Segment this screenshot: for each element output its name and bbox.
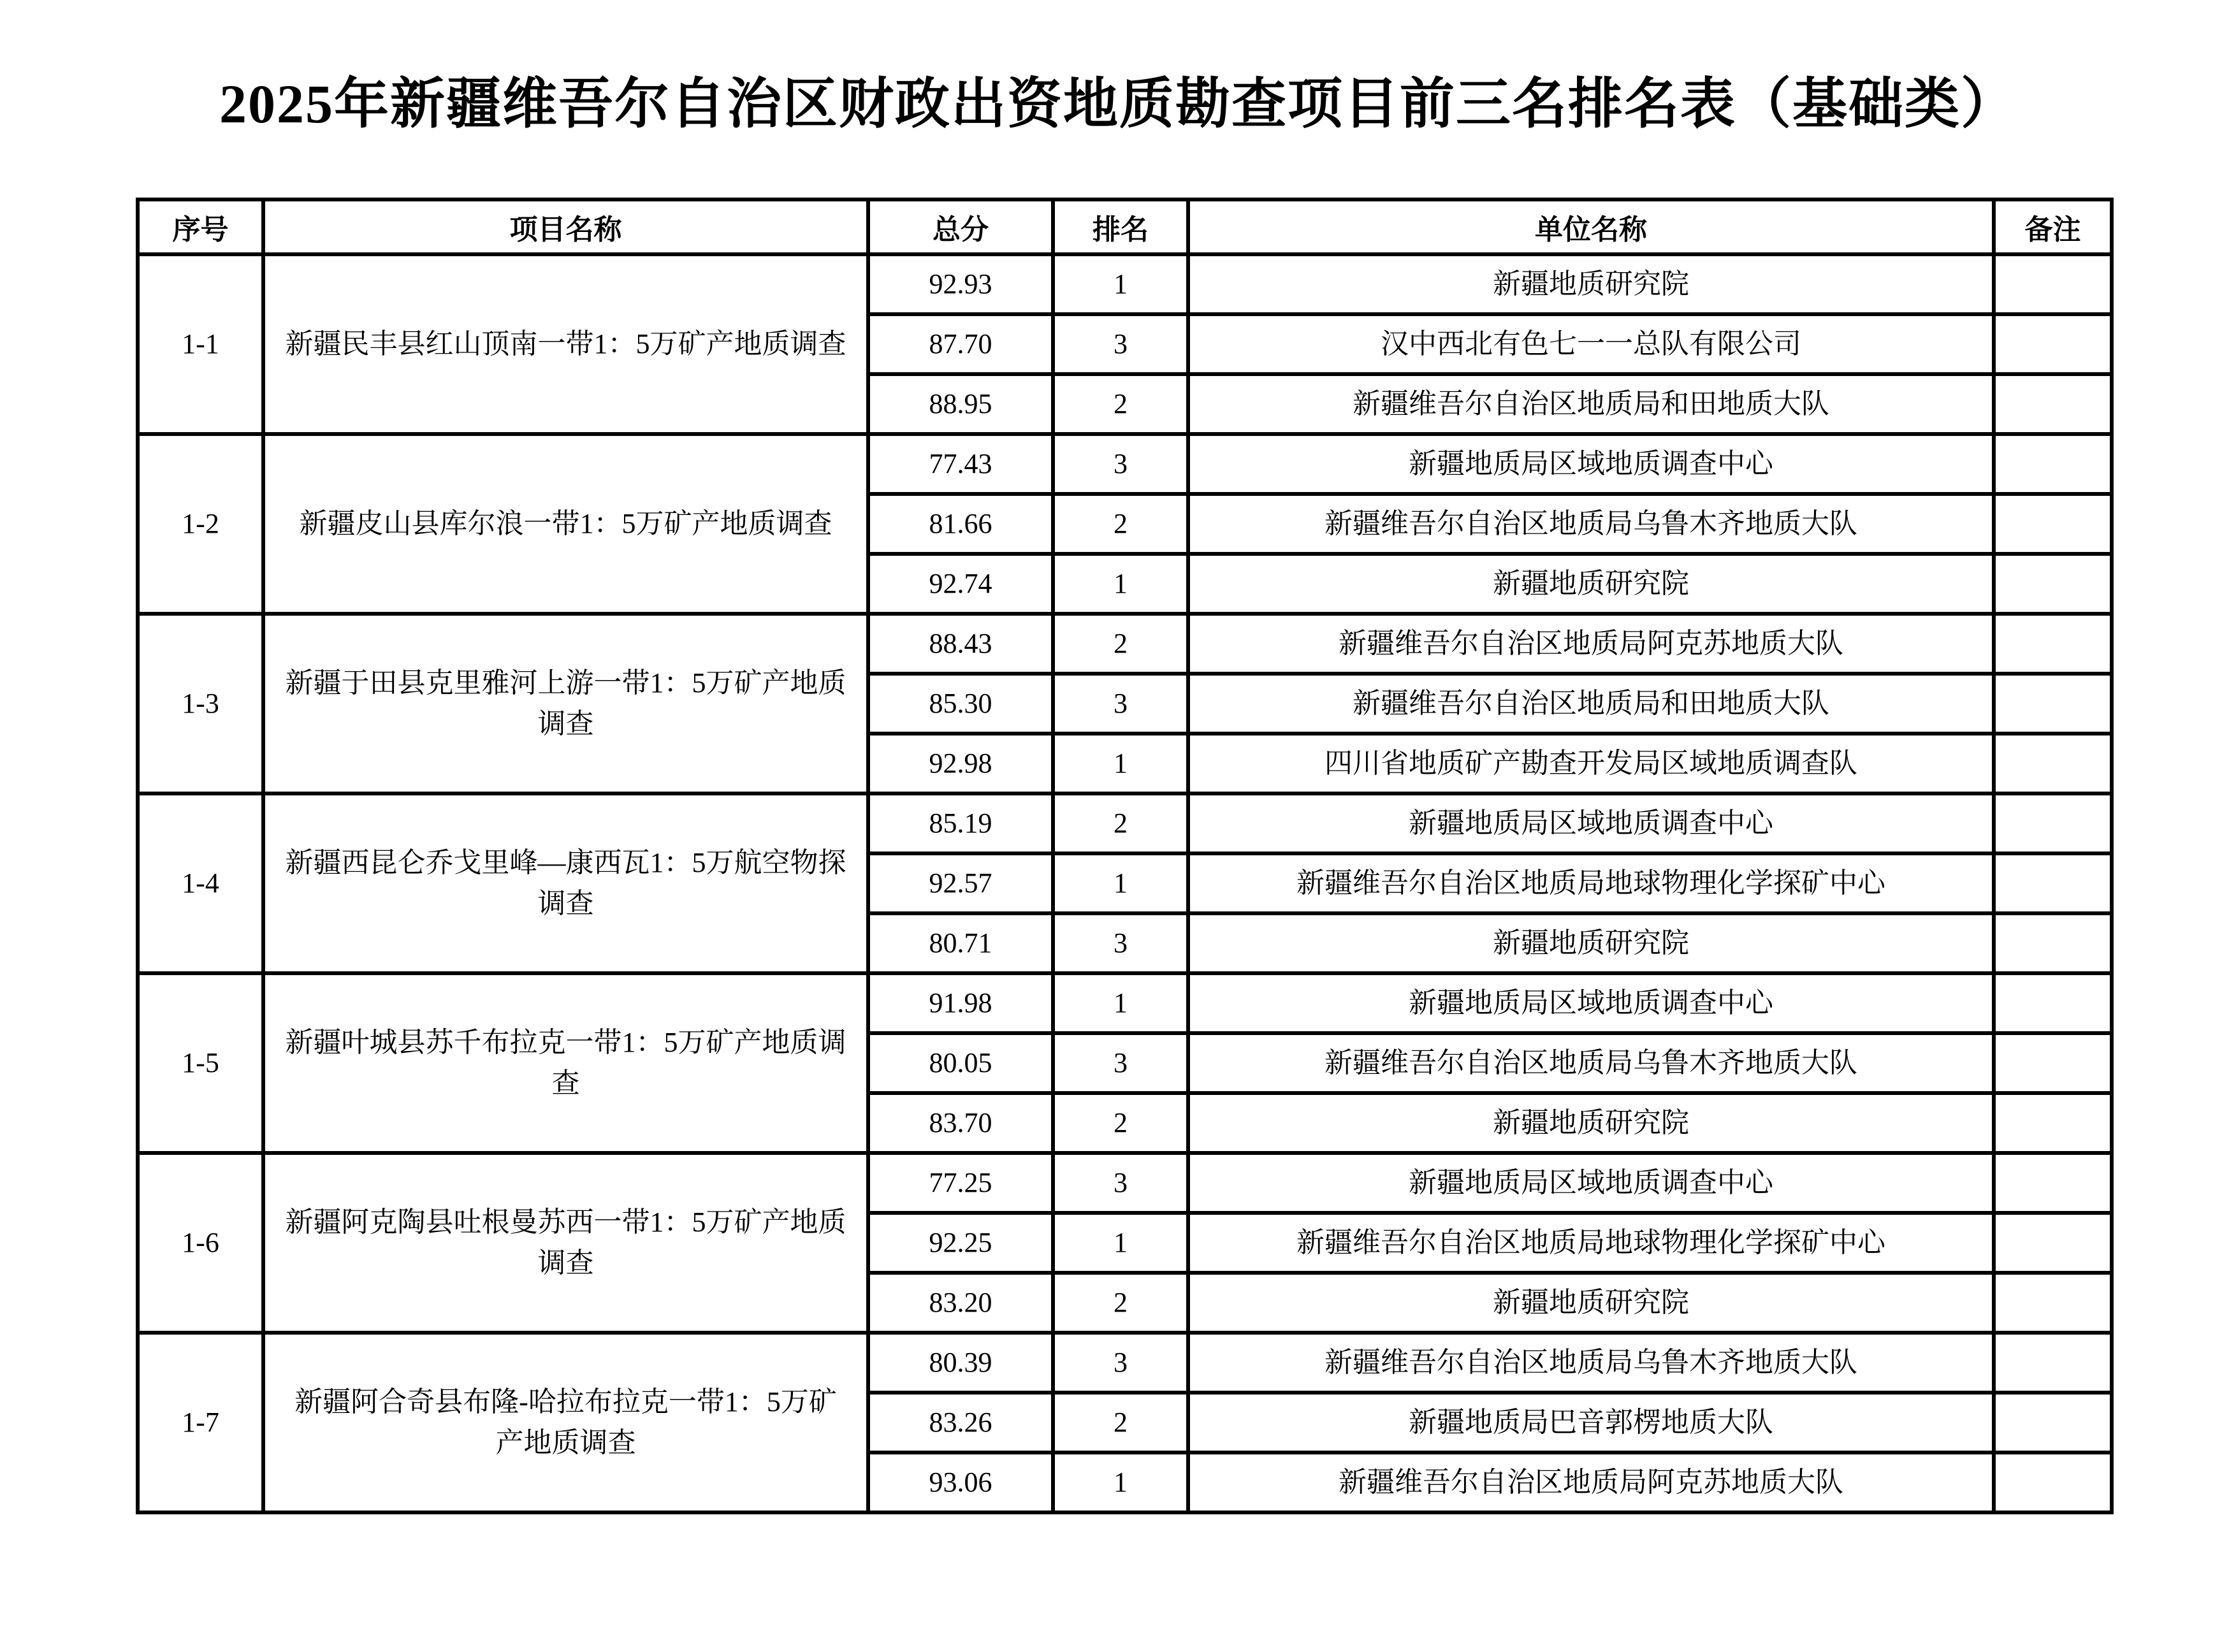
note-cell <box>1994 614 2112 674</box>
unit-name-cell: 新疆维吾尔自治区地质局阿克苏地质大队 <box>1188 614 1994 674</box>
table-body <box>138 254 2112 1512</box>
score-cell: 91.98 <box>868 973 1053 1033</box>
rank-cell: 2 <box>1053 1393 1188 1453</box>
table-row <box>138 1333 2112 1393</box>
table-row <box>138 973 2112 1033</box>
col-header-seq: 序号 <box>138 199 263 254</box>
unit-name-cell: 新疆地质研究院 <box>1188 913 1994 973</box>
unit-name-cell: 新疆维吾尔自治区地质局和田地质大队 <box>1188 374 1994 434</box>
unit-name-cell: 新疆维吾尔自治区地质局地球物理化学探矿中心 <box>1188 853 1994 913</box>
note-cell <box>1994 1453 2112 1512</box>
note-cell <box>1994 314 2112 374</box>
score-cell: 88.43 <box>868 614 1053 674</box>
unit-name-cell: 四川省地质矿产勘查开发局区域地质调查队 <box>1188 734 1994 793</box>
note-cell <box>1994 374 2112 434</box>
table-row <box>138 1153 2112 1213</box>
table-row <box>138 793 2112 853</box>
note-cell <box>1994 1393 2112 1453</box>
note-cell <box>1994 674 2112 734</box>
note-cell <box>1994 1093 2112 1153</box>
table-header-row <box>138 199 2112 254</box>
project-name-cell: 新疆于田县克里雅河上游一带1：5万矿产地质调查 <box>263 614 868 793</box>
score-cell: 83.70 <box>868 1093 1053 1153</box>
score-cell: 92.57 <box>868 853 1053 913</box>
rank-cell: 1 <box>1053 254 1188 314</box>
rank-cell: 2 <box>1053 494 1188 554</box>
rank-cell: 3 <box>1053 314 1188 374</box>
rank-cell: 1 <box>1053 1213 1188 1273</box>
rank-cell: 2 <box>1053 793 1188 853</box>
rank-cell: 2 <box>1053 374 1188 434</box>
unit-name-cell: 新疆维吾尔自治区地质局乌鲁木齐地质大队 <box>1188 494 1994 554</box>
rank-cell: 3 <box>1053 674 1188 734</box>
rank-cell: 1 <box>1053 973 1188 1033</box>
page-title: 2025年新疆维吾尔自治区财政出资地质勘查项目前三名排名表（基础类） <box>219 73 2017 134</box>
unit-name-cell: 新疆地质研究院 <box>1188 1093 1994 1153</box>
col-header-project: 项目名称 <box>263 199 868 254</box>
col-header-unit: 单位名称 <box>1188 199 1994 254</box>
note-cell <box>1994 913 2112 973</box>
project-name-cell: 新疆阿克陶县吐根曼苏西一带1：5万矿产地质调查 <box>263 1153 868 1333</box>
project-name-cell: 新疆民丰县红山顶南一带1：5万矿产地质调查 <box>263 254 868 434</box>
score-cell: 80.71 <box>868 913 1053 973</box>
score-cell: 81.66 <box>868 494 1053 554</box>
project-name-cell: 新疆西昆仑乔戈里峰—康西瓦1：5万航空物探调查 <box>263 793 868 973</box>
note-cell <box>1994 973 2112 1033</box>
rank-cell: 1 <box>1053 853 1188 913</box>
score-cell: 92.98 <box>868 734 1053 793</box>
note-cell <box>1994 793 2112 853</box>
project-name-cell: 新疆叶城县苏千布拉克一带1：5万矿产地质调查 <box>263 973 868 1153</box>
project-name-cell: 新疆阿合奇县布隆-哈拉布拉克一带1：5万矿产地质调查 <box>263 1333 868 1512</box>
unit-name-cell: 新疆地质研究院 <box>1188 254 1994 314</box>
rank-cell: 3 <box>1053 1033 1188 1093</box>
note-cell <box>1994 434 2112 494</box>
group-seq-cell: 1-4 <box>138 793 263 973</box>
score-cell: 77.43 <box>868 434 1053 494</box>
rank-cell: 2 <box>1053 1093 1188 1153</box>
group-seq-cell: 1-6 <box>138 1153 263 1333</box>
rank-cell: 2 <box>1053 1273 1188 1333</box>
unit-name-cell: 新疆地质局巴音郭楞地质大队 <box>1188 1393 1994 1453</box>
rank-cell: 1 <box>1053 554 1188 614</box>
score-cell: 92.25 <box>868 1213 1053 1273</box>
table-row <box>138 614 2112 674</box>
unit-name-cell: 新疆地质研究院 <box>1188 1273 1994 1333</box>
col-header-rank: 排名 <box>1053 199 1188 254</box>
score-cell: 85.30 <box>868 674 1053 734</box>
score-cell: 80.39 <box>868 1333 1053 1393</box>
note-cell <box>1994 254 2112 314</box>
unit-name-cell: 新疆地质研究院 <box>1188 554 1994 614</box>
note-cell <box>1994 1333 2112 1393</box>
col-header-score: 总分 <box>868 199 1053 254</box>
note-cell <box>1994 1033 2112 1093</box>
score-cell: 83.26 <box>868 1393 1053 1453</box>
note-cell <box>1994 1213 2112 1273</box>
table-row <box>138 434 2112 494</box>
score-cell: 87.70 <box>868 314 1053 374</box>
unit-name-cell: 新疆地质局区域地质调查中心 <box>1188 793 1994 853</box>
score-cell: 80.05 <box>868 1033 1053 1093</box>
document-page <box>0 71 2236 1652</box>
group-seq-cell: 1-5 <box>138 973 263 1153</box>
rank-cell: 3 <box>1053 1153 1188 1213</box>
rank-cell: 1 <box>1053 734 1188 793</box>
note-cell <box>1994 734 2112 793</box>
group-seq-cell: 1-2 <box>138 434 263 614</box>
rank-cell: 3 <box>1053 1333 1188 1393</box>
rank-cell: 3 <box>1053 913 1188 973</box>
score-cell: 92.93 <box>868 254 1053 314</box>
col-header-note: 备注 <box>1994 199 2112 254</box>
project-name-cell: 新疆皮山县库尔浪一带1：5万矿产地质调查 <box>263 434 868 614</box>
rank-cell: 1 <box>1053 1453 1188 1512</box>
rank-cell: 3 <box>1053 434 1188 494</box>
note-cell <box>1994 494 2112 554</box>
score-cell: 92.74 <box>868 554 1053 614</box>
score-cell: 85.19 <box>868 793 1053 853</box>
ranking-table <box>136 198 2114 1514</box>
unit-name-cell: 汉中西北有色七一一总队有限公司 <box>1188 314 1994 374</box>
unit-name-cell: 新疆地质局区域地质调查中心 <box>1188 1153 1994 1213</box>
table-row <box>138 254 2112 314</box>
unit-name-cell: 新疆维吾尔自治区地质局乌鲁木齐地质大队 <box>1188 1033 1994 1093</box>
score-cell: 83.20 <box>868 1273 1053 1333</box>
group-seq-cell: 1-7 <box>138 1333 263 1512</box>
note-cell <box>1994 1153 2112 1213</box>
unit-name-cell: 新疆维吾尔自治区地质局和田地质大队 <box>1188 674 1994 734</box>
score-cell: 88.95 <box>868 374 1053 434</box>
rank-cell: 2 <box>1053 614 1188 674</box>
score-cell: 93.06 <box>868 1453 1053 1512</box>
score-cell: 77.25 <box>868 1153 1053 1213</box>
unit-name-cell: 新疆维吾尔自治区地质局乌鲁木齐地质大队 <box>1188 1333 1994 1393</box>
note-cell <box>1994 554 2112 614</box>
group-seq-cell: 1-3 <box>138 614 263 793</box>
unit-name-cell: 新疆维吾尔自治区地质局地球物理化学探矿中心 <box>1188 1213 1994 1273</box>
note-cell <box>1994 853 2112 913</box>
unit-name-cell: 新疆维吾尔自治区地质局阿克苏地质大队 <box>1188 1453 1994 1512</box>
note-cell <box>1994 1273 2112 1333</box>
unit-name-cell: 新疆地质局区域地质调查中心 <box>1188 434 1994 494</box>
unit-name-cell: 新疆地质局区域地质调查中心 <box>1188 973 1994 1033</box>
group-seq-cell: 1-1 <box>138 254 263 434</box>
